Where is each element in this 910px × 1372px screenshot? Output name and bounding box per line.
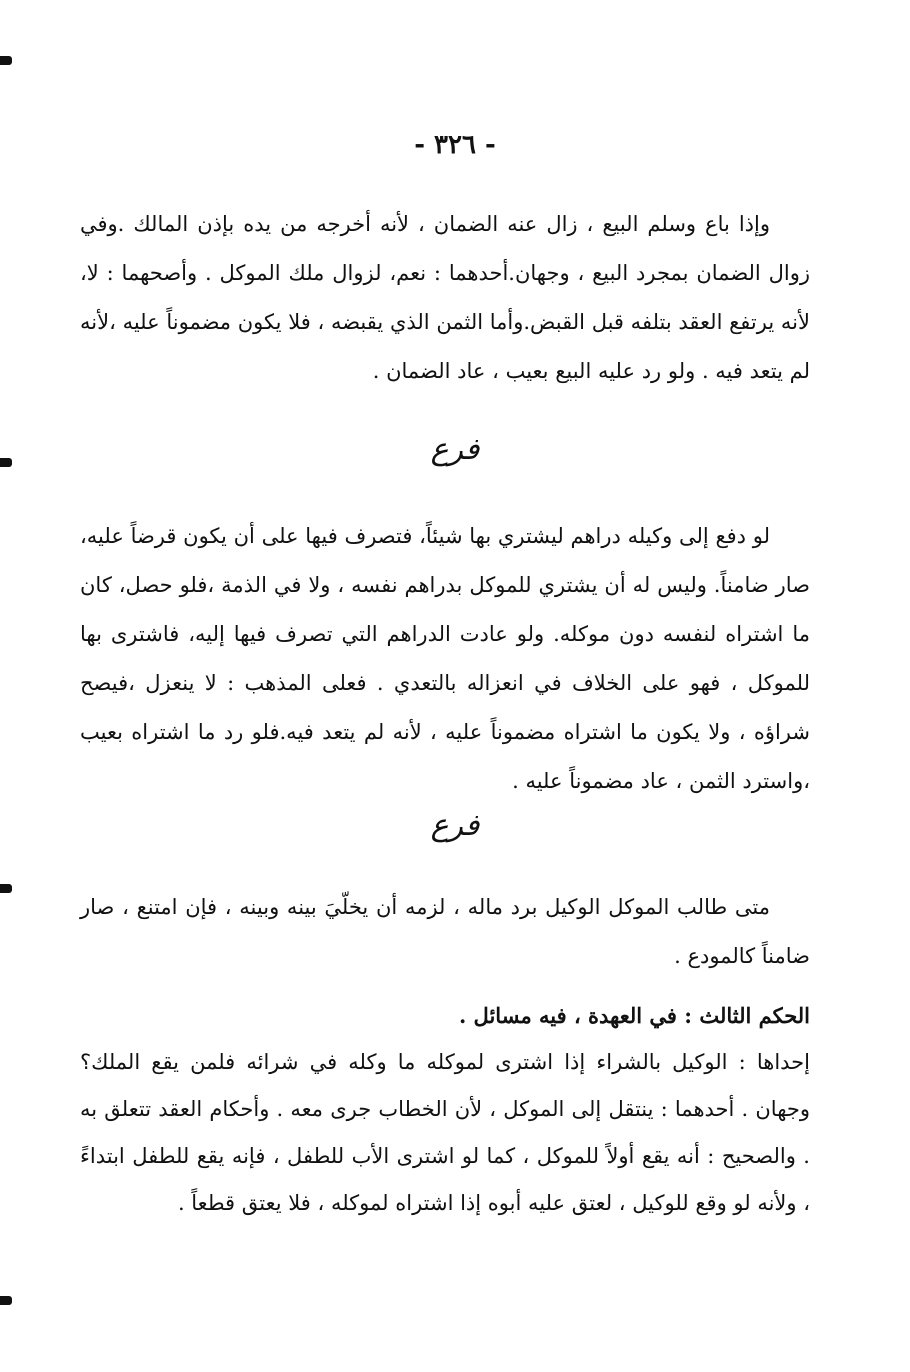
paragraph-third-ruling bbox=[80, 992, 810, 1227]
scan-edge-mark bbox=[0, 56, 12, 65]
scan-edge-mark bbox=[0, 1296, 12, 1305]
paragraph-sale-guarantee bbox=[80, 200, 810, 396]
paragraph-text: إحداها : الوكيل بالشراء إذا اشترى لموكله ما وكله في شرائه فلمن يقع الملك؟ وجهان . أحدهما : ينتقل إلى الموكل ، لأن الخطاب جرى معه . وأحكام العقد تتعلق به . والصحيح : أنه يقع أولاً للموكل ، كما لو اشترى الأب للطفل ، فإنه يقع للطفل ابتداءً ، ولأنه لو وقع للوكيل ، لعتق عليه أبوه إذا اشتراه لموكله ، فلا يعتق قطعاً . bbox=[80, 1050, 810, 1215]
paragraph-text: وإذا باع وسلم البيع ، زال عنه الضمان ، لأنه أخرجه من يده بإذن المالك .وفي زوال الضمان بمجرد البيع ، وجهان.أحدهما : نعم، لزوال ملك الموكل . وأصحهما : لا، لأنه يرتفع العقد بتلفه قبل القبض.وأما الثمن الذي يقبضه ، فلا يكون مضموناً عليه ،لأنه لم يتعد فيه . ولو رد عليه البيع بعيب ، عاد الضمان . bbox=[80, 212, 810, 383]
paragraph-return-demand bbox=[80, 883, 810, 981]
section-heading: فرع bbox=[430, 432, 480, 467]
section-heading: فرع bbox=[430, 808, 480, 843]
paragraph-dirhams bbox=[80, 512, 810, 806]
page-number: - ٣٢٦ - bbox=[414, 130, 496, 160]
scan-edge-mark bbox=[0, 884, 12, 893]
ruling-title: الحكم الثالث : في العهدة ، فيه مسائل . bbox=[458, 1003, 810, 1028]
paragraph-text: متى طالب الموكل الوكيل برد ماله ، لزمه أن يخلّيَ بينه وبينه ، فإن امتنع ، صار ضامناً كالمودع . bbox=[80, 895, 810, 968]
paragraph-text: لو دفع إلى وكيله دراهم ليشتري بها شيئاً، فتصرف فيها على أن يكون قرضاً عليه، صار ضامناً. وليس له أن يشتري للموكل بدراهم نفسه ، ولا في الذمة ،فلو حصل، كان ما اشتراه لنفسه دون موكله. ولو عادت الدراهم التي تصرف فيها إليه، فاشترى بها للموكل ، فهو على الخلاف في انعزاله بالتعدي . فعلى المذهب : لا ينعزل ،فيصح شراؤه ، ولا يكون ما اشتراه مضموناً عليه ، لأنه لم يتعد فيه.فلو رد ما اشتراه بعيب ،واسترد الثمن ، عاد مضموناً عليه . bbox=[80, 524, 810, 793]
